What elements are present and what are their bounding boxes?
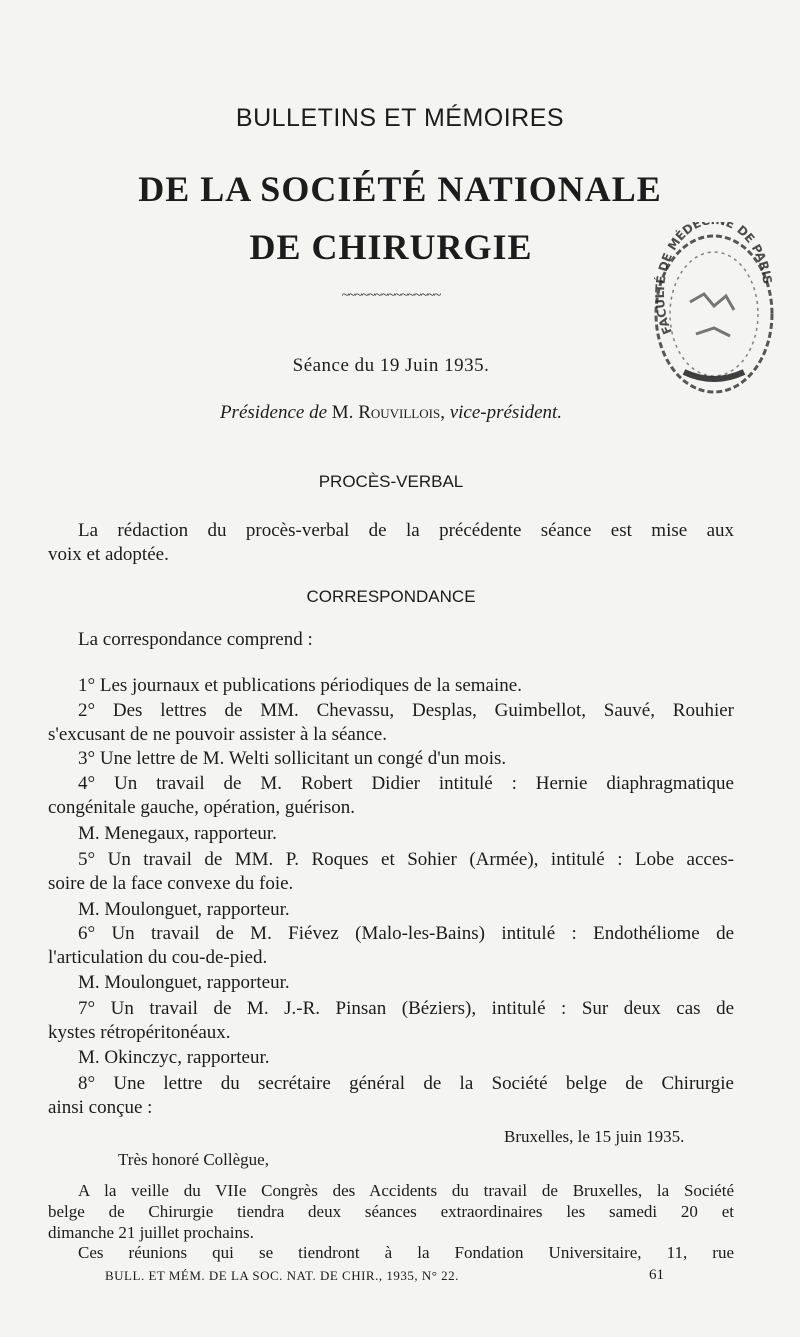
journal-title-line1: BULLETINS ET MÉMOIRES bbox=[235, 104, 565, 132]
list-item: 2° Des lettres de MM. Chevassu, Desplas, Guimbellot, Sauvé, Rouhier bbox=[78, 700, 734, 721]
ornament-divider: ~~~~~~~~~~~~~~~ bbox=[341, 288, 441, 303]
list-item: 4° Un travail de M. Robert Didier intitulé : Hernie diaphragmatique bbox=[78, 773, 734, 794]
list-item: kystes rétropéritonéaux. bbox=[48, 1022, 231, 1043]
letter-line: Ces réunions qui se tiendront à la Fondation Universitaire, 11, rue bbox=[78, 1243, 734, 1262]
presidence-line: Présidence de M. Rouvillois, vice-président. bbox=[219, 402, 563, 423]
list-item: M. Moulonguet, rapporteur. bbox=[78, 972, 290, 993]
list-item: ainsi conçue : bbox=[48, 1097, 153, 1118]
list-item: M. Okinczyc, rapporteur. bbox=[78, 1047, 270, 1068]
president-name: Rouvillois bbox=[358, 402, 441, 423]
svg-text:FACULTÉ DE MÉDECINE DE PARIS: FACULTÉ DE MÉDE E DE PARIS bbox=[652, 222, 775, 337]
journal-title-line2: DE LA SOCIÉTÉ NATIONALE bbox=[138, 169, 662, 209]
list-item: 5° Un travail de MM. P. Roques et Sohier (Armée), intitulé : Lobe acces- bbox=[78, 849, 734, 870]
list-item: 7° Un travail de M. J.-R. Pinsan (Béziers), intitulé : Sur deux cas de bbox=[78, 998, 734, 1019]
letter-line: dimanche 21 juillet prochains. bbox=[48, 1223, 254, 1242]
president-honorific: M. bbox=[331, 402, 354, 423]
corr-intro: La correspondance comprend : bbox=[78, 629, 313, 650]
letter-salutation: Très honoré Collègue, bbox=[118, 1150, 269, 1169]
list-item: 8° Une lettre du secrétaire général de la Société belge de Chirurgie bbox=[78, 1073, 734, 1094]
page-number: 61 bbox=[649, 1267, 664, 1283]
letter-line: A la veille du VIIe Congrès des Accidents du travail de Bruxelles, la Société bbox=[78, 1181, 734, 1200]
heading-proces-verbal: PROCÈS-VERBAL bbox=[318, 472, 464, 491]
journal-title-line3: DE CHIRURGIE bbox=[249, 227, 533, 267]
list-item: 6° Un travail de M. Fiévez (Malo-les-Bains) intitulé : Endothéliome de bbox=[78, 923, 734, 944]
pv-line1: La rédaction du procès-verbal de la précédente séance est mise aux bbox=[78, 520, 734, 541]
list-item: 1° Les journaux et publications périodiques de la semaine. bbox=[78, 675, 522, 696]
letter-line: belge de Chirurgie tiendra deux séances extraordinaires les samedi 20 et bbox=[48, 1202, 734, 1221]
footer-citation: BULL. ET MÉM. DE LA SOC. NAT. DE CHIR., 1935, N° 22. bbox=[105, 1268, 459, 1283]
pv-line2: voix et adoptée. bbox=[48, 544, 169, 565]
list-item: 3° Une lettre de M. Welti sollicitant un congé d'un mois. bbox=[78, 748, 507, 769]
letter-place-date: Bruxelles, le 15 juin 1935. bbox=[504, 1127, 685, 1146]
list-item: soire de la face convexe du foie. bbox=[48, 873, 294, 894]
list-item: M. Moulonguet, rapporteur. bbox=[78, 899, 290, 920]
presidence-prefix: Présidence de bbox=[219, 402, 328, 423]
heading-correspondance: CORRESPONDANCE bbox=[306, 587, 476, 606]
list-item: congénitale gauche, opération, guérison. bbox=[48, 797, 356, 818]
president-role: vice-président. bbox=[449, 402, 563, 423]
session-title: Séance du 19 Juin 1935. bbox=[292, 355, 490, 376]
list-item: l'articulation du cou-de-pied. bbox=[48, 947, 268, 968]
list-item: M. Menegaux, rapporteur. bbox=[78, 823, 277, 844]
list-item: s'excusant de ne pouvoir assister à la séance. bbox=[48, 724, 387, 745]
